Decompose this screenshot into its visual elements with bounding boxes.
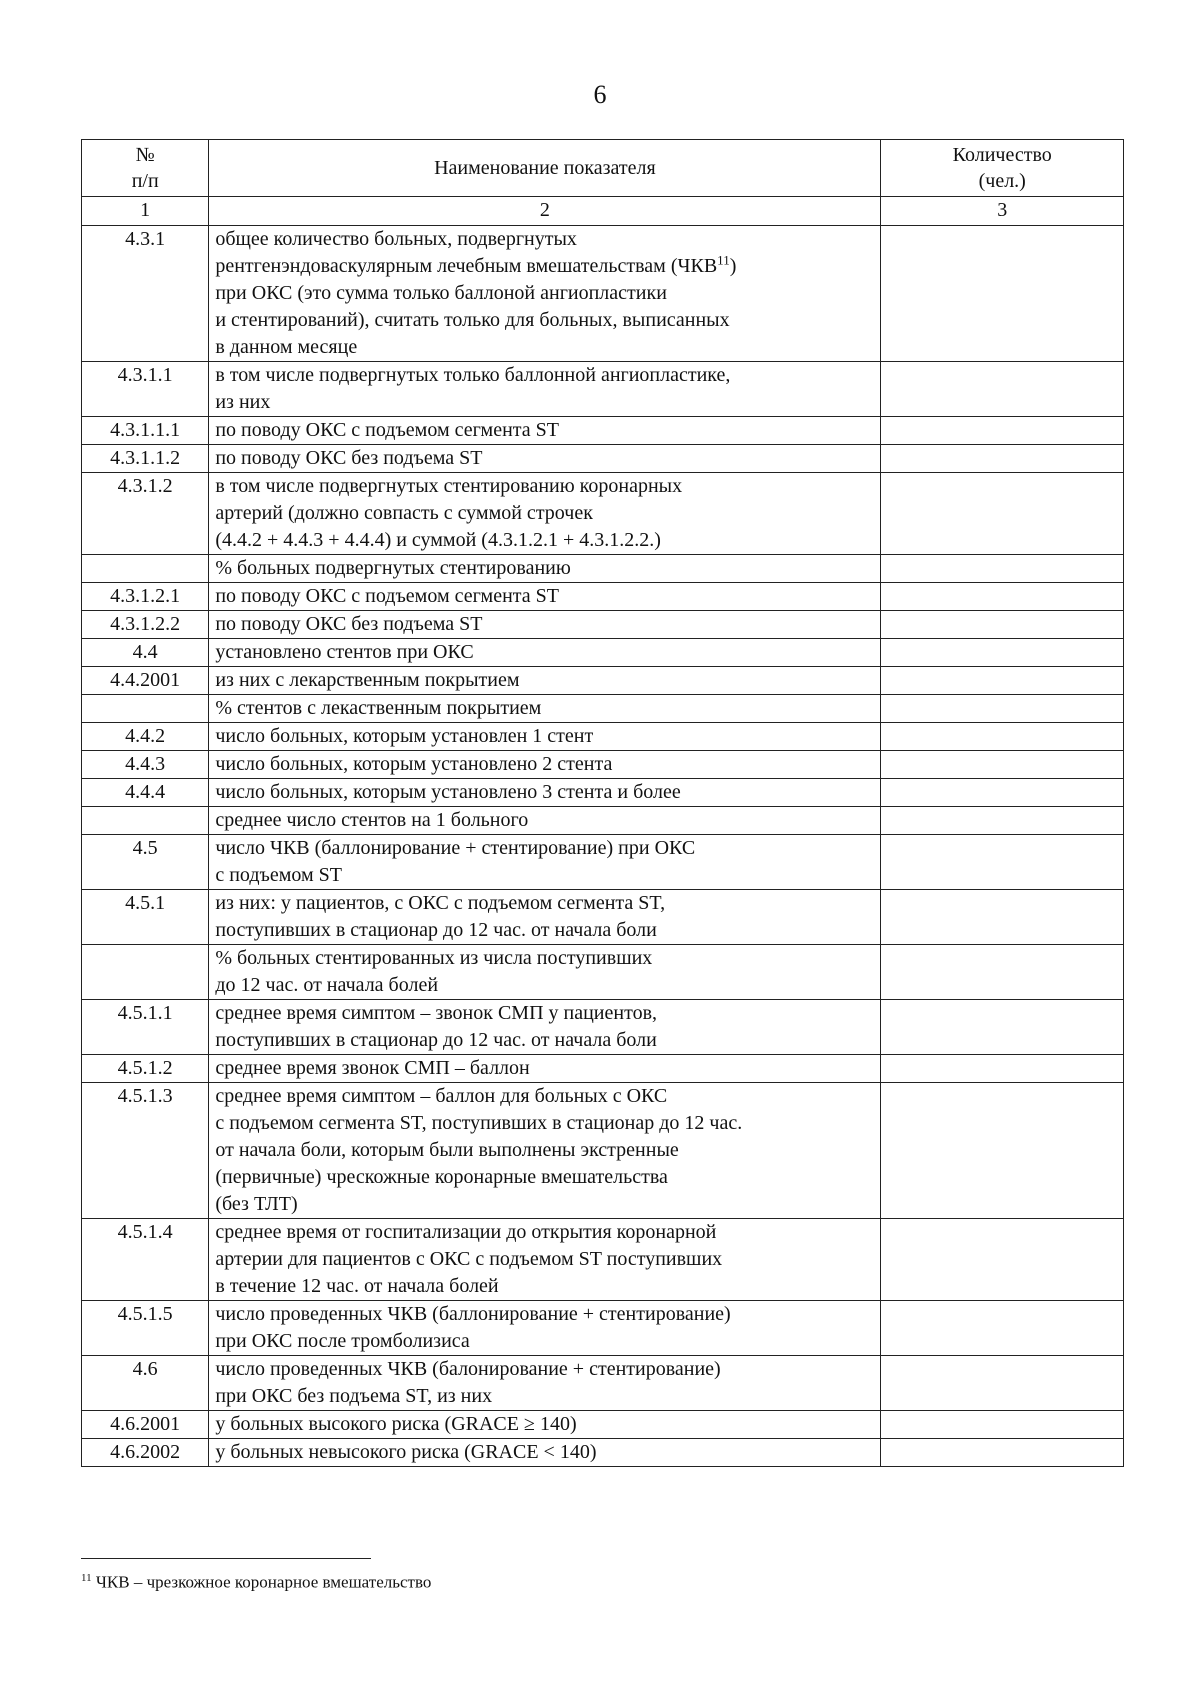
table-row	[82, 226, 1124, 362]
indicator-name: из них: у пациентов, с ОКС с подъемом сегмента ST, поступивших в стационар до 12 час. от начала боли	[209, 890, 881, 945]
row-number	[82, 945, 209, 1000]
indicator-name: в том числе подвергнутых только баллонной ангиопластике, из них	[209, 362, 881, 417]
table-row	[82, 417, 1124, 445]
row-number	[82, 695, 209, 723]
table-row	[82, 890, 1124, 945]
table-row	[82, 583, 1124, 611]
footnote	[81, 1572, 431, 1593]
row-number: 4.3.1.1.2	[82, 445, 209, 473]
table-row	[82, 1083, 1124, 1219]
quantity-cell	[881, 583, 1124, 611]
indicator-name: по поводу ОКС без подъема ST	[209, 611, 881, 639]
table-row	[82, 639, 1124, 667]
row-number: 4.5.1.2	[82, 1055, 209, 1083]
table-row	[82, 695, 1124, 723]
column-numbers-row	[82, 197, 1124, 226]
quantity-cell	[881, 1083, 1124, 1219]
row-number: 4.3.1.1	[82, 362, 209, 417]
header-name: Наименование показателя	[209, 140, 881, 197]
table-row	[82, 1000, 1124, 1055]
indicator-name: число больных, которым установлено 2 стента	[209, 751, 881, 779]
quantity-cell	[881, 1439, 1124, 1467]
header-num: № п/п	[82, 140, 209, 197]
row-number: 4.6.2001	[82, 1411, 209, 1439]
table-header-row	[82, 140, 1124, 197]
quantity-cell	[881, 723, 1124, 751]
indicator-name: число проведенных ЧКВ (баллонирование + стентирование) при ОКС после тромболизиса	[209, 1301, 881, 1356]
quantity-cell	[881, 1000, 1124, 1055]
table-row	[82, 807, 1124, 835]
header-qty: Количество (чел.)	[881, 140, 1124, 197]
indicator-name: число больных, которым установлен 1 стент	[209, 723, 881, 751]
indicator-name: % больных стентированных из числа поступивших до 12 час. от начала болей	[209, 945, 881, 1000]
quantity-cell	[881, 1411, 1124, 1439]
row-number	[82, 555, 209, 583]
table-row	[82, 1219, 1124, 1301]
indicator-name: % стентов с лекаственным покрытием	[209, 695, 881, 723]
table-row	[82, 445, 1124, 473]
quantity-cell	[881, 1301, 1124, 1356]
quantity-cell	[881, 445, 1124, 473]
row-number: 4.5.1	[82, 890, 209, 945]
row-number: 4.3.1.2	[82, 473, 209, 555]
quantity-cell	[881, 1356, 1124, 1411]
quantity-cell	[881, 362, 1124, 417]
footnote-marker: 11	[81, 1572, 92, 1584]
quantity-cell	[881, 779, 1124, 807]
row-number: 4.4.2	[82, 723, 209, 751]
row-number: 4.3.1.1.1	[82, 417, 209, 445]
table-row	[82, 723, 1124, 751]
table-row	[82, 1411, 1124, 1439]
indicator-name: среднее время симптом – звонок СМП у пациентов, поступивших в стационар до 12 час. от начала боли	[209, 1000, 881, 1055]
row-number: 4.4.3	[82, 751, 209, 779]
indicator-name: среднее время симптом – баллон для больных с ОКС с подъемом сегмента ST, поступивших в стационар до 12 час. от начала боли, которым были выполнены экстренные (первичные) чрескожные коронарные вмешательства (без ТЛТ)	[209, 1083, 881, 1219]
indicator-name: по поводу ОКС с подъемом сегмента ST	[209, 583, 881, 611]
indicator-name: в том числе подвергнутых стентированию коронарных артерий (должно совпасть с суммой строчек (4.4.2 + 4.4.3 + 4.4.4) и суммой (4.3.1.2.1 + 4.3.1.2.2.)	[209, 473, 881, 555]
quantity-cell	[881, 807, 1124, 835]
row-number: 4.4.4	[82, 779, 209, 807]
table-row	[82, 751, 1124, 779]
table-row	[82, 1055, 1124, 1083]
quantity-cell	[881, 639, 1124, 667]
table-row	[82, 667, 1124, 695]
indicator-name: среднее время от госпитализации до открытия коронарной артерии для пациентов с ОКС с подъемом ST поступивших в течение 12 час. от начала болей	[209, 1219, 881, 1301]
row-number: 4.3.1.2.1	[82, 583, 209, 611]
row-number: 4.5	[82, 835, 209, 890]
quantity-cell	[881, 417, 1124, 445]
quantity-cell	[881, 667, 1124, 695]
row-number: 4.3.1.2.2	[82, 611, 209, 639]
row-number	[82, 807, 209, 835]
indicator-name: по поводу ОКС с подъемом сегмента ST	[209, 417, 881, 445]
table-row	[82, 945, 1124, 1000]
footnote-reference: 11	[717, 252, 730, 268]
indicator-name: из них с лекарственным покрытием	[209, 667, 881, 695]
row-number: 4.5.1.3	[82, 1083, 209, 1219]
table-row	[82, 362, 1124, 417]
footnote-divider	[81, 1558, 371, 1559]
quantity-cell	[881, 835, 1124, 890]
row-number: 4.6	[82, 1356, 209, 1411]
indicator-name: у больных высокого риска (GRACE ≥ 140)	[209, 1411, 881, 1439]
table-row	[82, 1301, 1124, 1356]
indicator-name: установлено стентов при ОКС	[209, 639, 881, 667]
table-row	[82, 1439, 1124, 1467]
quantity-cell	[881, 555, 1124, 583]
row-number: 4.5.1.4	[82, 1219, 209, 1301]
indicators-table	[81, 139, 1124, 1467]
column-number: 1	[82, 197, 209, 226]
row-number: 4.5.1.1	[82, 1000, 209, 1055]
table-row	[82, 555, 1124, 583]
quantity-cell	[881, 1219, 1124, 1301]
table-row	[82, 1356, 1124, 1411]
quantity-cell	[881, 611, 1124, 639]
table-row	[82, 835, 1124, 890]
indicator-name: у больных невысокого риска (GRACE < 140)	[209, 1439, 881, 1467]
row-number: 4.5.1.5	[82, 1301, 209, 1356]
column-number: 2	[209, 197, 881, 226]
quantity-cell	[881, 473, 1124, 555]
quantity-cell	[881, 945, 1124, 1000]
indicator-name: число ЧКВ (баллонирование + стентирование) при ОКС с подъемом ST	[209, 835, 881, 890]
row-number: 4.4	[82, 639, 209, 667]
quantity-cell	[881, 1055, 1124, 1083]
indicator-name: число проведенных ЧКВ (балонирование + стентирование) при ОКС без подъема ST, из них	[209, 1356, 881, 1411]
quantity-cell	[881, 695, 1124, 723]
quantity-cell	[881, 226, 1124, 362]
table-row	[82, 779, 1124, 807]
table-body	[82, 226, 1124, 1467]
table-row	[82, 611, 1124, 639]
indicator-name: % больных подвергнутых стентированию	[209, 555, 881, 583]
row-number: 4.3.1	[82, 226, 209, 362]
indicator-name: число больных, которым установлено 3 стента и более	[209, 779, 881, 807]
quantity-cell	[881, 890, 1124, 945]
page-number: 6	[593, 80, 607, 109]
quantity-cell	[881, 751, 1124, 779]
table-row	[82, 473, 1124, 555]
indicator-name: по поводу ОКС без подъема ST	[209, 445, 881, 473]
row-number: 4.4.2001	[82, 667, 209, 695]
footnote-text: ЧКВ – чрезкожное коронарное вмешательство	[91, 1572, 432, 1592]
indicator-name: среднее время звонок СМП – баллон	[209, 1055, 881, 1083]
row-number: 4.6.2002	[82, 1439, 209, 1467]
column-number: 3	[881, 197, 1124, 226]
indicator-name: среднее число стентов на 1 больного	[209, 807, 881, 835]
indicator-name: общее количество больных, подвергнутых рентгенэндоваскулярным лечебным вмешательствам (ЧКВ$^{11}$) при ОКС (это сумма только баллоной ангиопластики и стентирований), считать только для больных, выписанных в данном месяце	[209, 226, 881, 362]
